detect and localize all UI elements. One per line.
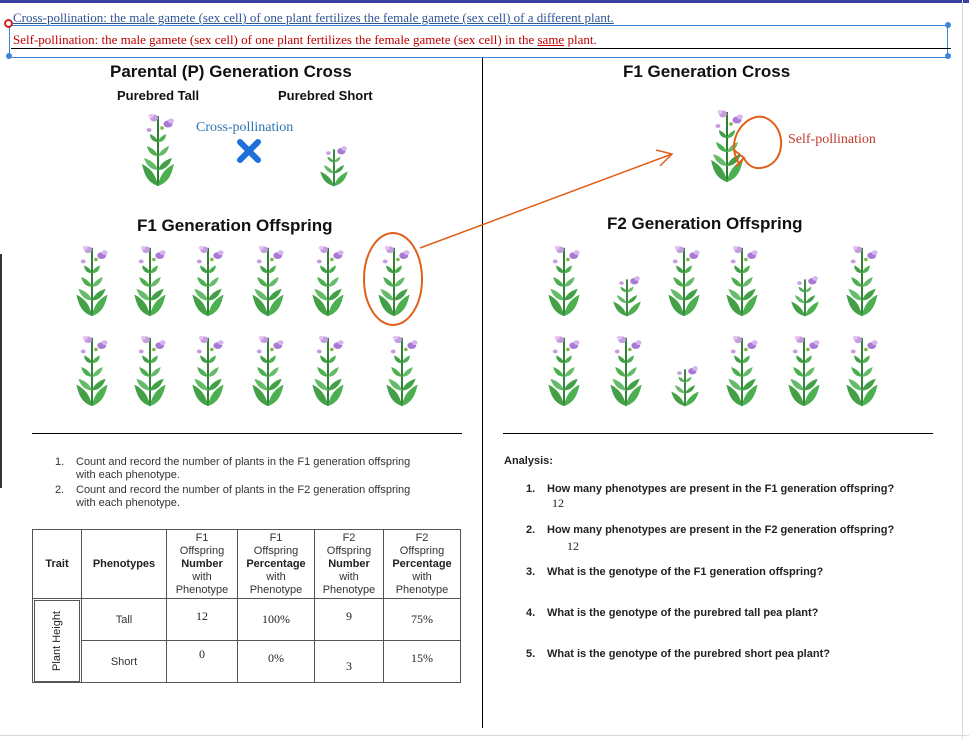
self-definition-end: plant. bbox=[564, 32, 597, 47]
trait-cell bbox=[33, 599, 82, 683]
arrowhead-icon bbox=[656, 150, 672, 166]
f1-offspring-plant bbox=[128, 330, 172, 408]
f1-percentage-header-line: Offspring bbox=[253, 544, 299, 557]
f2-offspring-plant bbox=[720, 240, 764, 318]
instruction-1-continuation: with each phenotype. bbox=[76, 469, 180, 481]
parental-cross-title: Parental (P) Generation Cross bbox=[110, 62, 352, 81]
connector-arrow bbox=[420, 154, 672, 248]
analysis-heading: Analysis: bbox=[504, 455, 553, 467]
phenotypes-header: Phenotypes bbox=[82, 530, 167, 599]
f2-offspring-plant bbox=[662, 240, 706, 318]
instruction-2-number: 2. bbox=[55, 484, 65, 496]
question-text: What is the genotype of the F1 generation offspring? bbox=[547, 566, 824, 578]
f1-offspring-plant bbox=[306, 330, 350, 408]
f2-percentage-input[interactable]: 15% bbox=[384, 641, 461, 683]
question-number: 3. bbox=[526, 566, 536, 578]
f2-number-input[interactable]: 9 bbox=[315, 599, 384, 641]
analysis-question-2 bbox=[526, 524, 894, 536]
purebred-short-label: Purebred Short bbox=[278, 88, 373, 103]
f1-offspring-plant bbox=[372, 240, 416, 318]
f2-percentage-header bbox=[384, 530, 461, 599]
f2-offspring-plant bbox=[782, 330, 826, 408]
f2-number-header-line: Number bbox=[328, 557, 370, 570]
question-text: What is the genotype of the purebred short pea plant? bbox=[547, 648, 830, 660]
f1-number-input[interactable]: 12 bbox=[167, 599, 238, 641]
f2-offspring-plant bbox=[840, 240, 884, 318]
instruction-1-text: Count and record the number of plants in the F1 generation offspring bbox=[76, 456, 411, 468]
f2-number-header-line: Phenotype bbox=[322, 583, 376, 596]
f1-percentage-header-line: Phenotype bbox=[249, 583, 303, 596]
f2-offspring-title: F2 Generation Offspring bbox=[607, 214, 803, 233]
f2-offspring-plant bbox=[542, 330, 586, 408]
question-text: How many phenotypes are present in the F2 generation offspring? bbox=[547, 524, 895, 536]
f1-number-header-line: Number bbox=[181, 557, 223, 570]
f2-offspring-plant bbox=[542, 240, 586, 318]
f2-number-header-line: with bbox=[339, 570, 359, 583]
question-number: 2. bbox=[526, 524, 536, 536]
f2-percentage-input[interactable]: 75% bbox=[384, 599, 461, 641]
f2-number-header bbox=[315, 530, 384, 599]
self-pollination-label: Self-pollination bbox=[788, 132, 876, 147]
f1-percentage-input[interactable]: 100% bbox=[238, 599, 315, 641]
analysis-question-3 bbox=[526, 566, 823, 578]
f1-offspring-plant bbox=[306, 240, 350, 318]
f2-offspring-plant bbox=[604, 330, 648, 408]
f1-offspring-plant bbox=[70, 240, 114, 318]
f1-cross-title: F1 Generation Cross bbox=[623, 62, 791, 81]
table-row bbox=[33, 599, 461, 641]
answer-1-input[interactable]: 12 bbox=[552, 496, 564, 510]
question-text: What is the genotype of the purebred tall pea plant? bbox=[547, 607, 819, 619]
instruction-1-number: 1. bbox=[55, 456, 65, 468]
f2-percentage-header-line: with bbox=[412, 570, 432, 583]
f1-percentage-input[interactable]: 0% bbox=[238, 641, 315, 683]
instruction-2-text: Count and record the number of plants in the F2 generation offspring bbox=[76, 484, 411, 496]
f1-number-header-line: F1 bbox=[195, 531, 209, 544]
f1-percentage-header-line: Percentage bbox=[246, 557, 306, 570]
f1-number-header-line: Phenotype bbox=[175, 583, 229, 596]
f1-number-header-line: Offspring bbox=[179, 544, 225, 557]
f1-offspring-plant bbox=[186, 240, 230, 318]
phenotype-cell: Tall bbox=[82, 599, 167, 641]
f1-offspring-plant bbox=[380, 330, 424, 408]
f1-offspring-plant bbox=[186, 330, 230, 408]
table-row bbox=[33, 641, 461, 683]
f2-number-header-line: Offspring bbox=[326, 544, 372, 557]
f1-offspring-plant bbox=[246, 330, 290, 408]
f2-percentage-header-line: Percentage bbox=[392, 557, 452, 570]
question-number: 1. bbox=[526, 483, 536, 495]
answer-2-input[interactable]: 12 bbox=[567, 539, 579, 553]
trait-header: Trait bbox=[33, 530, 82, 599]
cross-pollination-definition: Cross-pollination: the male gamete (sex cell) of one plant fertilizes the female gamete (sex cell) of a different plant. bbox=[13, 10, 614, 25]
question-text: How many phenotypes are present in the F1 generation offspring? bbox=[547, 483, 895, 495]
f1-percentage-header-line: with bbox=[266, 570, 286, 583]
self-definition-text: Self-pollination: the male gamete (sex cell) of one plant fertilizes the female gamete (sex cell) in the bbox=[13, 32, 538, 47]
instruction-2 bbox=[55, 484, 410, 510]
f1-offspring-plant bbox=[70, 330, 114, 408]
instruction-1 bbox=[55, 456, 410, 482]
f2-percentage-header-line: Phenotype bbox=[395, 583, 449, 596]
f2-offspring-plant bbox=[840, 330, 884, 408]
f1-number-header bbox=[167, 530, 238, 599]
f2-percentage-header-line: Offspring bbox=[399, 544, 445, 557]
purebred-tall-label: Purebred Tall bbox=[117, 88, 200, 103]
f2-offspring-plant bbox=[666, 362, 704, 408]
f1-number-header-line: with bbox=[192, 570, 212, 583]
phenotype-data-table bbox=[32, 529, 461, 683]
analysis-question-5 bbox=[526, 648, 830, 660]
f2-offspring-plant bbox=[608, 272, 646, 318]
table-header-row bbox=[33, 530, 461, 599]
f2-offspring-plant bbox=[786, 272, 824, 318]
phenotype-cell: Short bbox=[82, 641, 167, 683]
question-number: 4. bbox=[526, 607, 536, 619]
f2-offspring-plant bbox=[720, 330, 764, 408]
instruction-2-continuation: with each phenotype. bbox=[76, 497, 180, 509]
f1-offspring-title: F1 Generation Offspring bbox=[137, 216, 333, 235]
analysis-question-1 bbox=[526, 483, 894, 495]
cross-pollination-label: Cross-pollination bbox=[196, 120, 294, 135]
f2-percentage-header-line: F2 bbox=[415, 531, 429, 544]
f1-offspring-plant bbox=[128, 240, 172, 318]
trait-label: Plant Height bbox=[51, 610, 63, 671]
f2-number-input[interactable]: 3 bbox=[315, 641, 384, 683]
f1-percentage-header-line: F1 bbox=[269, 531, 283, 544]
f2-number-header-line: F2 bbox=[342, 531, 356, 544]
f1-number-input[interactable]: 0 bbox=[167, 641, 238, 683]
question-number: 5. bbox=[526, 648, 536, 660]
f1-offspring-plant bbox=[246, 240, 290, 318]
analysis-question-4 bbox=[526, 607, 818, 619]
f1-percentage-header bbox=[238, 530, 315, 599]
self-definition-emphasis: same bbox=[537, 32, 565, 47]
